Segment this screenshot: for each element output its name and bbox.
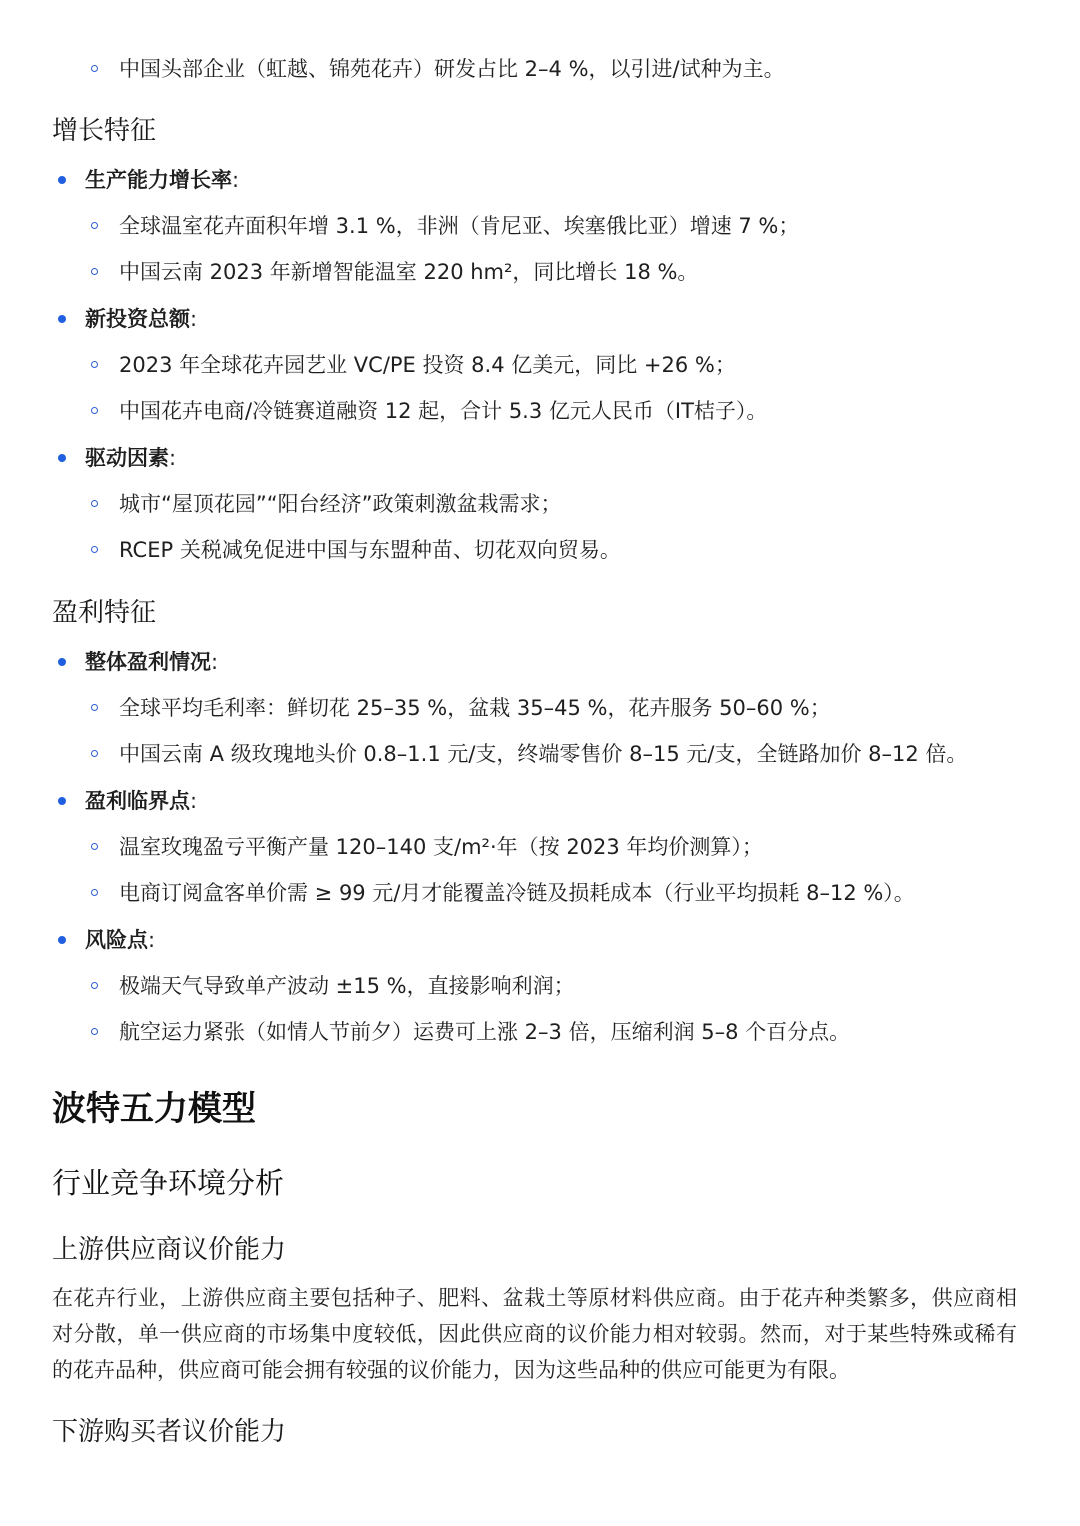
list-item: 2023 年全球花卉园艺业 VC/PE 投资 8.4 亿美元，同比 +26 %； — [119, 353, 736, 377]
list-item: 全球平均毛利率：鲜切花 25–35 %，盆栽 35–45 %，花卉服务 50–60 %； — [119, 696, 831, 720]
group-label: 盈利临界点: — [85, 789, 198, 813]
sub-bullet-icon — [91, 1028, 98, 1035]
list-item: 中国花卉电商/冷链赛道融资 12 起，合计 5.3 亿元人民币（IT桔子）。 — [119, 399, 768, 423]
list-item: 全球温室花卉面积年增 3.1 %，非洲（肯尼亚、埃塞俄比亚）增速 7 %； — [119, 214, 800, 238]
page-title: 波特五力模型 — [52, 1089, 256, 1129]
section-heading-profit: 盈利特征 — [52, 598, 157, 628]
list-item: RCEP 关税减免促进中国与东盟种苗、切花双向贸易。 — [119, 538, 621, 562]
group-label: 生产能力增长率: — [85, 168, 240, 192]
list-item: 温室玫瑰盈亏平衡产量 120–140 支/m²·年（按 2023 年均价测算）； — [119, 835, 763, 859]
section-heading-buyer: 下游购买者议价能力 — [52, 1417, 287, 1447]
sub-bullet-icon — [91, 889, 98, 896]
main-bullet-icon — [58, 658, 66, 666]
section-heading-supplier: 上游供应商议价能力 — [52, 1235, 287, 1265]
group-label: 整体盈利情况: — [85, 650, 219, 674]
sub-bullet-icon — [91, 222, 98, 229]
group-label-text: 新投资总额 — [85, 307, 190, 331]
group-label: 风险点: — [85, 928, 156, 952]
section-heading-growth: 增长特征 — [52, 116, 157, 146]
list-item: 航空运力紧张（如情人节前夕）运费可上涨 2–3 倍，压缩利润 5–8 个百分点。 — [119, 1020, 851, 1044]
main-bullet-icon — [58, 936, 66, 944]
sub-bullet-icon — [91, 500, 98, 507]
list-item: 中国云南 A 级玫瑰地头价 0.8–1.1 元/支，终端零售价 8–15 元/支，全链路加价 8–12 倍。 — [119, 742, 968, 766]
sub-bullet-icon — [91, 407, 98, 414]
main-bullet-icon — [58, 315, 66, 323]
list-item: 中国云南 2023 年新增智能温室 220 hm²，同比增长 18 %。 — [119, 260, 699, 284]
sub-bullet-icon — [91, 546, 98, 553]
sub-bullet-icon — [91, 704, 98, 711]
sub-bullet-icon — [91, 361, 98, 368]
group-label: 新投资总额: — [85, 307, 198, 331]
supplier-paragraph: 在花卉行业，上游供应商主要包括种子、肥料、盆栽土等原材料供应商。由于花卉种类繁多，供应商相对分散，单一供应商的市场集中度较低，因此供应商的议价能力相对较弱。然而，对于某些特殊或稀有的花卉品种，供应商可能会拥有较强的议价能力，因为这些品种的供应可能更为有限。 — [52, 1286, 1017, 1382]
main-bullet-icon — [58, 176, 66, 184]
section-subtitle: 行业竞争环境分析 — [52, 1166, 285, 1200]
sub-bullet-icon — [91, 843, 98, 850]
main-bullet-icon — [58, 454, 66, 462]
group-label: 驱动因素: — [85, 446, 177, 470]
sub-bullet-icon — [91, 65, 98, 72]
main-bullet-icon — [58, 797, 66, 805]
group-label-text: 风险点 — [85, 928, 148, 952]
sub-bullet-icon — [91, 268, 98, 275]
sub-bullet-icon — [91, 750, 98, 757]
list-item: 极端天气导致单产波动 ±15 %，直接影响利润； — [119, 974, 575, 998]
sub-bullet-icon — [91, 982, 98, 989]
group-label-text: 整体盈利情况 — [85, 650, 211, 674]
group-label-text: 生产能力增长率 — [85, 168, 232, 192]
list-item: 城市“屋顶花园”“阳台经济”政策刺激盆栽需求； — [119, 492, 562, 516]
list-item: 电商订阅盒客单价需 ≥ 99 元/月才能覆盖冷链及损耗成本（行业平均损耗 8–12 %）。 — [119, 881, 915, 905]
list-item: 中国头部企业（虹越、锦苑花卉）研发占比 2–4 %，以引进/试种为主。 — [119, 57, 785, 81]
group-label-text: 驱动因素 — [85, 446, 169, 470]
group-label-text: 盈利临界点 — [85, 789, 190, 813]
